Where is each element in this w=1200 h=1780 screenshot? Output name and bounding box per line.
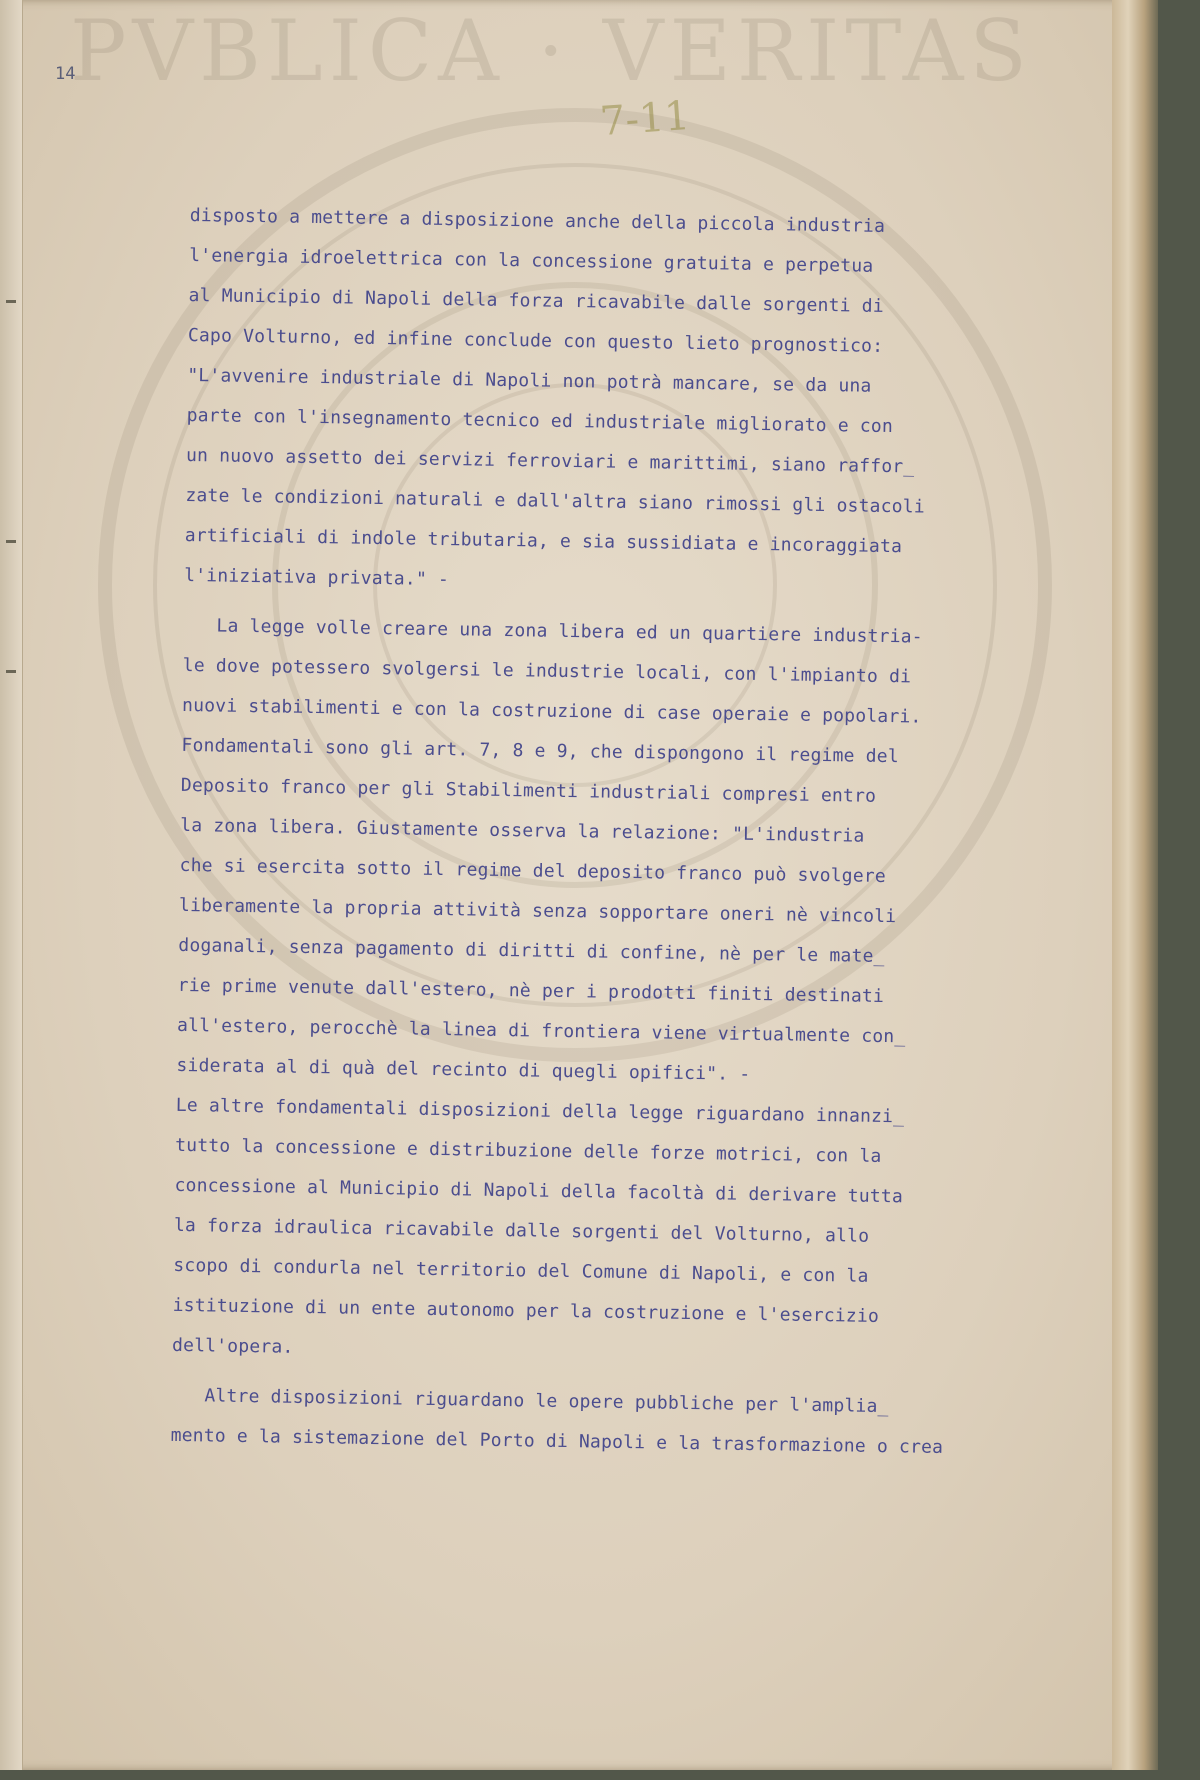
text-line: l'iniziativa privata." - [184,564,450,591]
text-line: la forza idraulica ricavabile dalle sorgenti del Volturno, allo [173,1214,870,1247]
binding-spine [0,0,23,1770]
text-line: La legge volle creare una zona libera ed un quartiere industria- [183,614,923,648]
text-line: che si esercita sotto il regime del deposito franco può svolgere [179,854,887,888]
text-line: la zona libera. Giustamente osserva la relazione: "L'industria [180,814,865,847]
text-line: l'energia idroelettrica con la concessione gratuita e perpetua [189,244,874,277]
text-line: tutto la concessione e distribuzione delle forze motrici, con la [175,1134,882,1167]
text-line: Fondamentali sono gli art. 7, 8 e 9, che dispongono il regime del [181,734,899,768]
text-line: Le altre fondamentali disposizioni della legge riguardano innanzi_ [175,1094,905,1128]
text-line: Deposito franco per gli Stabilimenti industriali compresi entro [180,774,877,807]
text-line: liberamente la propria attività senza sopportare oneri nè vincoli [178,894,897,928]
page-stack-edge [1112,0,1158,1770]
text-line: parte con l'insegnamento tecnico ed industriale migliorato e con [186,404,894,438]
stamp-text: PVBLICA · VERITAS [70,2,1033,100]
text-line: dell'opera. [171,1334,294,1358]
text-line: siderata al di quà del recinto di quegli opifici". - [176,1054,751,1085]
margin-mark [6,300,16,303]
text-line: Altre disposizioni riguardano le opere pubbliche per l'amplia_ [171,1384,889,1418]
margin-mark [6,670,16,673]
text-line: concessione al Municipio di Napoli della facoltà di derivare tutta [174,1174,904,1208]
text-line: istituzione di un ente autonomo per la costruzione e l'esercizio [172,1294,880,1327]
text-line: rie prime venute dall'estero, nè per i prodotti finiti destinati [177,974,885,1007]
pencil-annotation: 7-11 [598,92,692,146]
text-line: zate le condizioni naturali e dall'altra siano rimossi gli ostacoli [185,484,925,518]
text-line: un nuovo assetto dei servizi ferroviari e marittimi, siano raffor_ [185,444,915,478]
margin-mark [6,540,16,543]
text-line: "L'avvenire industriale di Napoli non potrà mancare, se da una [187,364,872,397]
text-line: doganali, senza pagamento di diritti di confine, nè per le mate_ [178,934,885,968]
text-line: le dove potessero svolgersi le industrie locali, con l'impianto di [182,654,912,688]
text-line: scopo di condurla nel territorio del Comune di Napoli, e con la [173,1254,869,1287]
text-line: artificiali di indole tributaria, e sia sussidiata e incoraggiata [184,524,903,558]
text-line: Capo Volturno, ed infine conclude con questo lieto prognostico: [187,324,884,357]
text-line: mento e la sistemazione del Porto di Napoli e la trasformazione o crea [170,1424,944,1458]
text-line: nuovi stabilimenti e con la costruzione di case operaie e popolari. [181,694,922,728]
text-line: disposto a mettere a disposizione anche della piccola industria [189,205,886,237]
text-line: all'estero, perocchè la linea di frontiera viene virtualmente con_ [176,1014,906,1048]
text-line: al Municipio di Napoli della forza ricavabile dalle sorgenti di [188,284,884,317]
page-number: 14 [55,64,76,84]
